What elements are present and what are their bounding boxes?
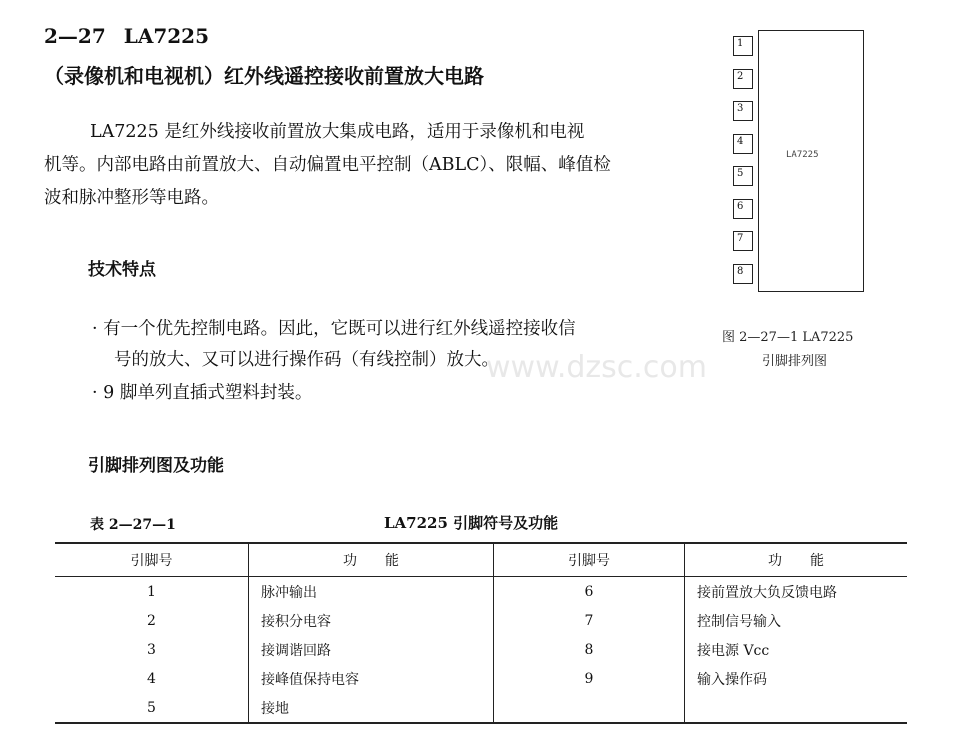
pin-box-4: 4 [733,134,753,154]
pin-box-5: 5 [733,166,753,186]
pin-box-1: 1 [733,36,753,56]
section-subtitle: （录像机和电视机）红外线遥控接收前置放大电路 [44,64,484,88]
features-title: 技术特点 [88,260,156,280]
section-number: 2—27 [44,24,106,48]
watermark: www.dzsc.com [486,350,707,385]
feature-bullet-2: · 9 脚单列直插式塑料封装。 [92,383,313,403]
pin-function: 接地 [249,693,494,723]
pin-number: 7 [494,606,685,635]
chip-label: LA7225 [786,150,819,160]
table-row [55,606,907,635]
intro-line: 机等。内部电路由前置放大、自动偏置电平控制（ABLC）、限幅、峰值检 [44,155,611,175]
pin-box-3: 3 [733,101,753,121]
header-pin: 引脚号 [55,543,249,577]
header-function: 功 能 [685,543,908,577]
pin-function-table [55,542,907,724]
chip-body [758,30,864,292]
pin-number: 1 [55,577,249,607]
pin-function: 控制信号输入 [697,613,781,630]
pin-number: 4 [55,664,249,693]
pin-function [685,693,908,723]
bullet-line: · 有一个优先控制电路。因此，它既可以进行红外线遥控接收信 [92,319,576,339]
header-pin: 引脚号 [494,543,685,577]
pin-function: 接积分电容 [249,606,494,635]
table-row [55,693,907,723]
table-row [55,577,907,607]
pin-number [494,693,685,723]
pin-function: 接电源 Vcc [697,642,770,659]
pin-box-6: 6 [733,199,753,219]
table-label: 表 2—27—1 [90,517,176,533]
pin-box-2: 2 [733,69,753,89]
pin-box-8: 8 [733,264,753,284]
pin-number: 8 [494,635,685,664]
pin-function: 脉冲输出 [249,577,494,607]
figure-caption-sub: 引脚排列图 [762,354,828,369]
model-name: LA7225 [123,24,209,48]
intro-paragraph [44,116,704,215]
table-title: LA7225 引脚符号及功能 [384,514,559,532]
header-function: 功 能 [249,543,494,577]
table-row [55,635,907,664]
section-heading [44,24,209,48]
pin-box-7: 7 [733,231,753,251]
pin-section-title: 引脚排列图及功能 [88,456,224,476]
pin-number: 5 [55,693,249,723]
figure-caption: 图 2—27—1 LA7225 [722,330,854,345]
bullet-line: 号的放大、又可以进行操作码（有线控制）放大。 [114,350,499,370]
table-header-row [55,543,907,577]
table-row [55,664,907,693]
pin-number: 3 [55,635,249,664]
intro-line: LA7225 是红外线接收前置放大集成电路，适用于录像机和电视 [90,122,585,142]
pin-function: 接调谐回路 [249,635,494,664]
pin-number: 9 [494,664,685,693]
pin-function: 接前置放大负反馈电路 [697,584,837,601]
pin-number: 2 [55,606,249,635]
pin-number: 6 [494,577,685,607]
pin-function: 接峰值保持电容 [249,664,494,693]
intro-line: 波和脉冲整形等电路。 [44,188,219,208]
pin-function: 输入操作码 [697,671,767,688]
